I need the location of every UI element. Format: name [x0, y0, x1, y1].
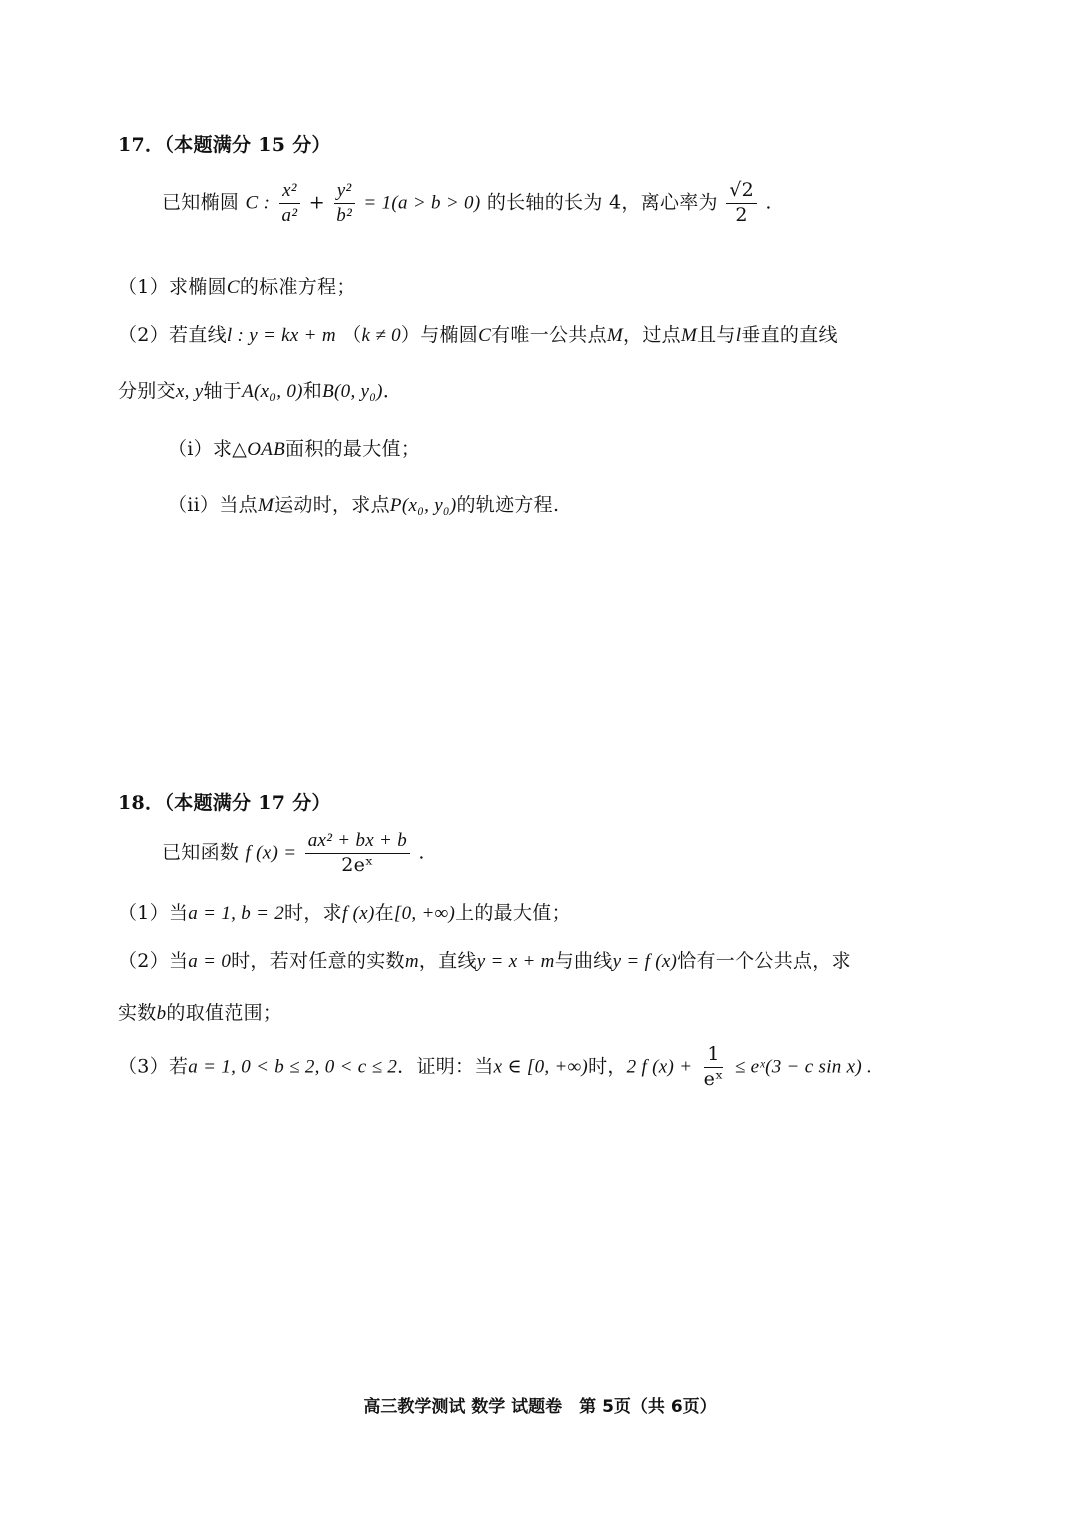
q17-title: 17．（本题满分 15 分） — [118, 134, 331, 156]
frac-x2-a2: $\frac{\text{x²}}{\text{a²}}$ — [279, 180, 301, 227]
q17-stem: 已知椭圆 C : $\frac{\text{x²}}{\text{a²}}$ + $\frac{\text{y²}}{\text{b²}}$ = 1(a > b > 0) 的长轴的长为 4，离心率为 $\frac{√2}{2}$ . — [162, 179, 772, 226]
q17-sub-ii: （ii）当点M运动时，求点P(x₀, y₀)的轨迹方程. — [168, 494, 560, 516]
q17-part1: （1）求椭圆C的标准方程； — [118, 276, 356, 298]
page-footer: 高三教学测试 数学 试题卷 第 5页（共 6页） — [363, 1397, 717, 1417]
q17-part2: （2）若直线l : y = kx + m （k ≠ 0）与椭圆C有唯一公共点M，过点M且与l垂直的直线 — [118, 324, 838, 346]
frac-eccentricity: $\frac{√2}{2}$ — [726, 180, 757, 227]
q18-stem: 已知函数 f (x) = $\frac{\text{ax² + bx + b}}{\text{2eˣ}}$ . — [162, 830, 425, 876]
frac-function: $\frac{\text{ax² + bx + b}}{\text{2eˣ}}$ — [305, 830, 410, 877]
frac-one-over-ex: $\frac{1}{\text{eˣ}}$ — [703, 1043, 724, 1090]
frac-y2-b2: $\frac{\text{y²}}{\text{b²}}$ — [333, 180, 355, 227]
q17-part2-cont: 分别交x, y轴于A(x₀, 0)和B(0, y₀)． — [118, 380, 403, 402]
q18-part3: （3）若a = 1, 0 < b ≤ 2, 0 < c ≤ 2．证明：当x ∈ [0, +∞)时，2 f (x) + $\frac{1}{\text{eˣ}}$ ≤ eˣ(3 − c sin x) . — [118, 1043, 873, 1090]
q17-sub-i: （i）求△OAB面积的最大值； — [168, 438, 421, 460]
q18-part2-cont: 实数b的取值范围； — [118, 1002, 283, 1024]
q18-title: 18．（本题满分 17 分） — [118, 792, 331, 814]
q18-part2: （2）当a = 0时，若对任意的实数m，直线y = x + m与曲线y = f (x)恰有一个公共点，求 — [118, 950, 851, 972]
q18-part1: （1）当a = 1, b = 2时，求f (x)在[0, +∞)上的最大值； — [118, 902, 571, 924]
